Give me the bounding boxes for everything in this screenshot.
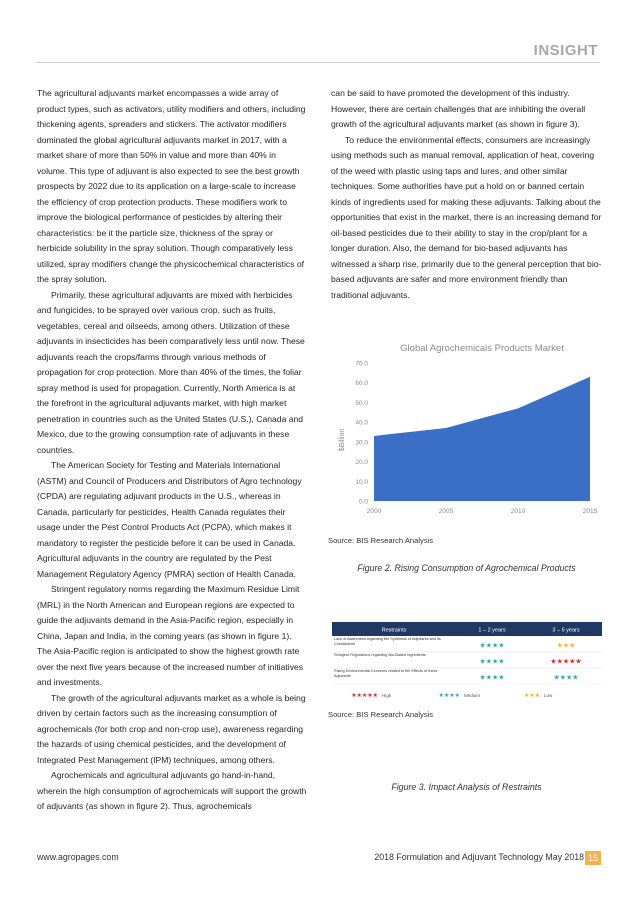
footer-url[interactable]: www.agropages.com	[37, 852, 119, 862]
footer-issue: 2018 Formulation and Adjuvant Technology May 2018	[374, 852, 584, 862]
table-row	[334, 669, 579, 684]
y-tick-label: 70.0	[355, 360, 368, 368]
rating-short: ★★★★	[479, 642, 505, 650]
x-tick-label: 2015	[582, 508, 598, 515]
x-tick-label: 2000	[366, 508, 382, 515]
area-chart	[332, 335, 602, 525]
rating-short: ★★★★	[479, 658, 505, 666]
legend-high-stars: ★★★★★	[351, 693, 378, 699]
y-tick-label: 20.0	[355, 459, 368, 467]
paragraph: To reduce the environmental effects, consumers are increasingly using methods such as manual removal, application of heat, covering of the weed with plastic using taps and lures, and other similar techniques. Some authorities have put a hold on or banned certain kinds of ingredients used for making these adjuvants. Talking about the opportunities that exist in the market, there is an increasing demand for oil-based pesticides due to their ability to stay in the crop/plant for a longer duration. Also, the demand for bio-based adjuvants has witnessed a sharp rise, primarily due to the general perception that bio-based adjuvants are safer and more environment friendly than traditional adjuvants.	[331, 134, 602, 300]
paragraph: The agricultural adjuvants market encompasses a wide array of product types, such as activators, utility modifiers and others, including thickening agents, spreaders and stickers. The activator modifiers dominated the global agricultural adjuvants market in 2017, with a market share of more than 50% in value and more than 40% in volume. This type of adjuvant is also expected to see the best growth prospects by 2022 due to its application on a large-scale to increase the efficiency of crop protection products. These modifiers work to improve the biological performance of pesticides by altering their characteristics: be it the particle size, thickness of the spray or herbicide solubility in the spray solution. Though comparatively less utilized, spray modifiers change the physicochemical characteristics of the spray solution.	[37, 88, 306, 284]
header-divider	[36, 62, 600, 63]
paragraph: The growth of the agricultural adjuvants market as a whole is being driven by certain factors such as the increasing consumption of agrochemicals (for both crop and non-crop use), awareness regarding the hazards of using chemical pesticides, and the development of Integrated Pest Management (IPM) techniques, among others.	[37, 692, 306, 765]
figure-3-caption: Figure 3. Impact Analysis of Restraints	[391, 782, 542, 792]
paragraph: Stringent regulatory norms regarding the Maximum Residue Limit (MRL) in the North American and European regions are expected to guide the adjuvants demand in the Asia-Pacific region, especially in China, Japan and India, in the coming years (as shown in figure 1). The Asia-Pacific region is anticipated to show the highest growth rate over the next five years because of the increased number of initiatives and investments.	[37, 584, 304, 687]
y-tick-label: 50.0	[355, 399, 368, 407]
insight-header	[0, 38, 638, 64]
page-number: 15	[585, 851, 601, 865]
figure-3-legend	[332, 688, 602, 700]
right-column	[331, 86, 602, 303]
left-column	[37, 86, 307, 815]
area-series	[374, 377, 590, 501]
figure-3-table	[332, 622, 602, 684]
legend-low-label: Low	[544, 693, 553, 698]
section-title: INSIGHT	[533, 42, 598, 59]
header-restraints: Restraints	[381, 627, 407, 634]
y-tick-label: 40.0	[355, 419, 368, 427]
figure-2-source: Source: BIS Research Analysis	[328, 536, 434, 545]
paragraph: Agrochemicals and agricultural adjuvants go hand-in-hand, wherein the high consumption of agrochemicals will support the growth of adjuvants (as shown in figure 2). Thus, agrochemicals	[37, 770, 307, 811]
figure-2-caption: Figure 2. Rising Consumption of Agrochemical Products	[357, 563, 576, 573]
x-tick-label: 2010	[510, 508, 526, 515]
y-tick-label: 10.0	[355, 478, 368, 486]
header-short-term: 1 – 2 years	[478, 627, 506, 634]
paragraph: Primarily, these agricultural adjuvants are mixed with herbicides and fungicides, to be sprayed over various crop, such as fruits, vegetables, cereal and oilseeds, among others. Utilization of these adjuvants in insecticides has been comparatively less until now. These adjuvants reach the crops/farms through various methods of propagation for crop protection. More than 40% of the times, the foliar spray method is used for propagation. Currently, North America is at the forefront in the agricultural adjuvants market, with high market penetration in countries such as the United States (U.S.), Canada and Mexico, due to the growing consumption rate of adjuvants in these countries.	[37, 289, 305, 455]
legend-medium-stars: ★★★★	[438, 693, 460, 699]
legend-high-label: High	[382, 693, 392, 698]
table-row	[334, 653, 582, 668]
y-tick-label: 30.0	[355, 439, 368, 447]
row-label: Stringent Regulations regarding Bio-Based Ingredients	[334, 653, 426, 657]
paragraph: can be said to have promoted the development of this industry. However, there are certain challenges that are inhibiting the overall growth of the agricultural adjuvants market (as shown in figure 3).	[331, 88, 586, 129]
rating-long: ★★★★	[553, 674, 579, 682]
legend-medium-label: Medium	[464, 693, 481, 698]
y-tick-label: 0.0	[358, 498, 368, 506]
page-footer	[0, 852, 638, 866]
restraints-table	[332, 622, 602, 684]
paragraph: The American Society for Testing and Materials International (ASTM) and Council of Producers and Distributors of Agro technology (CPDA) are regulating adjuvant products in the U.S., whereas in Canada, particularly for pesticides, Health Canada regulates their usage under the Pest Control Products Act (PCPA), which makes it mandatory to register the pesticide before it can be used in Canada. Agricultural adjuvants in the country are regulated by the Pest Management Regulatory Agency (PMRA) section of Health Canada.	[37, 460, 302, 579]
row-label: Rising Environmental Concerns related to the Effects of these Adjuvants	[334, 669, 438, 678]
chart-title: Global Agrochemicals Products Market	[400, 343, 564, 354]
legend-low-stars: ★★★	[523, 693, 540, 699]
legend	[332, 689, 602, 701]
rating-short: ★★★★	[479, 674, 505, 682]
rating-long: ★★★★★	[550, 658, 582, 666]
table-row	[334, 637, 575, 652]
figure-3-source: Source: BIS Research Analysis	[328, 710, 434, 719]
y-tick-label: 60.0	[355, 380, 368, 388]
figure-2-chart	[332, 335, 602, 525]
row-label: Lack of Awareness regarding the Synthesis of Adjuvants and its Constituents	[334, 637, 441, 646]
rating-long: ★★★	[556, 642, 576, 650]
header-long-term: 3 – 5 years	[552, 627, 580, 634]
x-tick-label: 2005	[438, 508, 454, 515]
y-axis-label: $Billion	[339, 428, 346, 452]
